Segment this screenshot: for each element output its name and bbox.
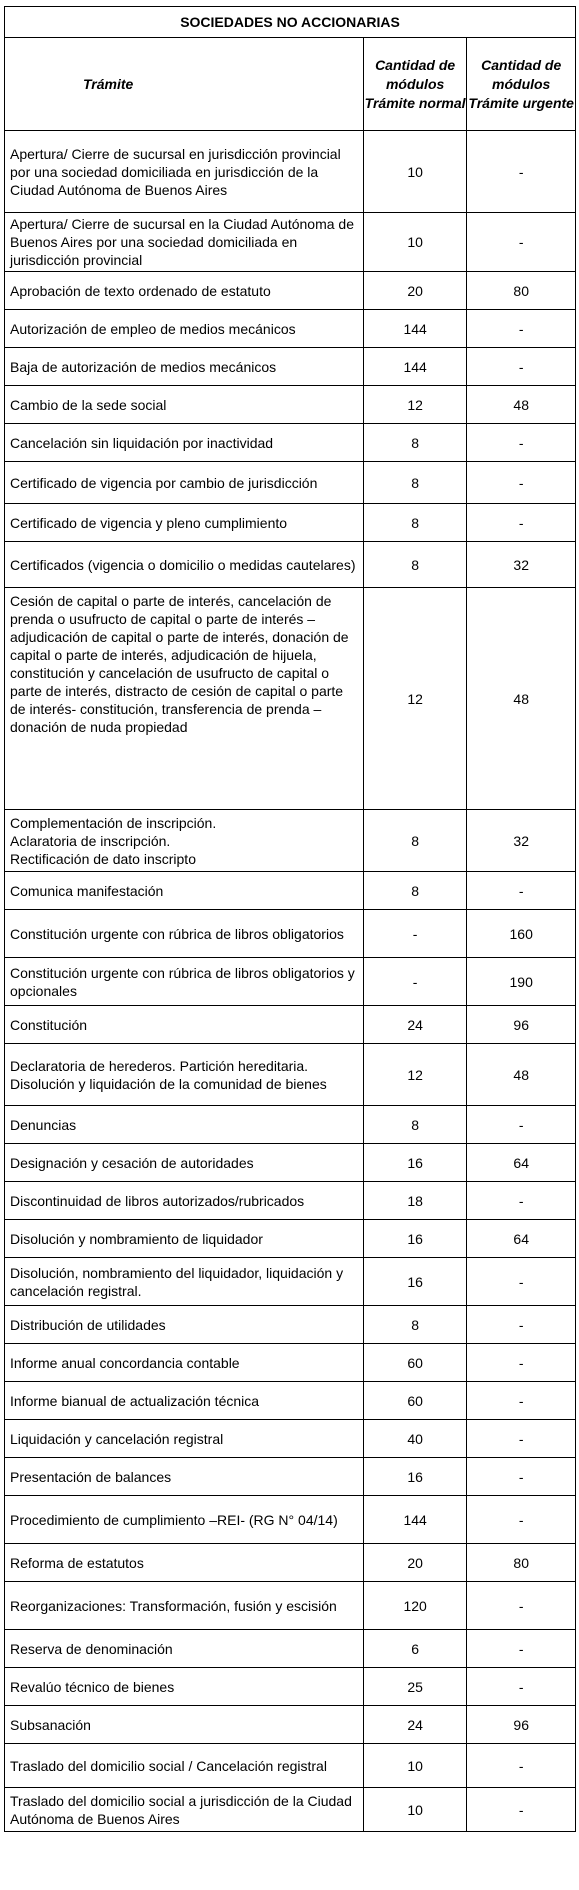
table-row <box>5 1668 576 1706</box>
table-row <box>5 1144 576 1182</box>
cell-tramite: Revalúo técnico de bienes <box>5 1668 364 1706</box>
table-row <box>5 1220 576 1258</box>
cell-normal: 10 <box>363 131 467 213</box>
cell-urgente: - <box>467 1458 576 1496</box>
cell-tramite: Traslado del domicilio social a jurisdicción de la Ciudad Autónoma de Buenos Aires <box>5 1788 364 1832</box>
cell-urgente: 160 <box>467 910 576 958</box>
table-row <box>5 1044 576 1106</box>
fees-table-container <box>4 6 576 1832</box>
table-row <box>5 588 576 810</box>
cell-urgente: - <box>467 1582 576 1630</box>
cell-urgente: - <box>467 1182 576 1220</box>
table-row <box>5 1344 576 1382</box>
cell-urgente: - <box>467 462 576 504</box>
cell-normal: 8 <box>363 504 467 542</box>
cell-tramite: Certificado de vigencia y pleno cumplimiento <box>5 504 364 542</box>
table-row <box>5 424 576 462</box>
cell-normal: - <box>363 910 467 958</box>
table-row <box>5 1496 576 1544</box>
cell-urgente: - <box>467 1496 576 1544</box>
cell-tramite: Traslado del domicilio social / Cancelación registral <box>5 1744 364 1788</box>
table-row <box>5 958 576 1006</box>
cell-normal: 120 <box>363 1582 467 1630</box>
table-row <box>5 1706 576 1744</box>
table-row <box>5 872 576 910</box>
table-row <box>5 310 576 348</box>
cell-normal: 10 <box>363 1788 467 1832</box>
fees-table <box>4 6 576 1832</box>
cell-urgente: 190 <box>467 958 576 1006</box>
cell-tramite: Disolución, nombramiento del liquidador, liquidación y cancelación registral. <box>5 1258 364 1306</box>
cell-tramite: Reforma de estatutos <box>5 1544 364 1582</box>
cell-tramite: Reorganizaciones: Transformación, fusión y escisión <box>5 1582 364 1630</box>
table-row <box>5 1420 576 1458</box>
table-row <box>5 1106 576 1144</box>
cell-normal: 16 <box>363 1220 467 1258</box>
cell-tramite: Apertura/ Cierre de sucursal en jurisdicción provincial por una sociedad domiciliada en jurisdicción de la Ciudad Autónoma de Buenos Aires <box>5 131 364 213</box>
cell-urgente: - <box>467 1344 576 1382</box>
cell-normal: 20 <box>363 1544 467 1582</box>
cell-normal: 16 <box>363 1258 467 1306</box>
cell-tramite: Autorización de empleo de medios mecánicos <box>5 310 364 348</box>
cell-normal: 8 <box>363 424 467 462</box>
header-normal: Cantidad de módulos Trámite normal <box>363 38 467 131</box>
header-urgente: Cantidad de módulos Trámite urgente <box>467 38 576 131</box>
cell-urgente: 32 <box>467 542 576 588</box>
table-row <box>5 1306 576 1344</box>
cell-normal: 16 <box>363 1458 467 1496</box>
cell-tramite: Cancelación sin liquidación por inactividad <box>5 424 364 462</box>
cell-urgente: 48 <box>467 588 576 810</box>
cell-urgente: - <box>467 1306 576 1344</box>
table-row <box>5 462 576 504</box>
cell-urgente: 96 <box>467 1006 576 1044</box>
table-row <box>5 386 576 424</box>
cell-urgente: - <box>467 1106 576 1144</box>
cell-urgente: - <box>467 1258 576 1306</box>
cell-normal: 24 <box>363 1006 467 1044</box>
table-title: SOCIEDADES NO ACCIONARIAS <box>5 7 576 38</box>
cell-normal: 12 <box>363 588 467 810</box>
table-row <box>5 213 576 272</box>
table-row <box>5 348 576 386</box>
cell-urgente: 32 <box>467 810 576 872</box>
table-row <box>5 1006 576 1044</box>
cell-tramite: Reserva de denominación <box>5 1630 364 1668</box>
table-row <box>5 131 576 213</box>
cell-normal: 18 <box>363 1182 467 1220</box>
header-tramite: Trámite <box>5 38 364 131</box>
cell-urgente: - <box>467 1668 576 1706</box>
cell-normal: 6 <box>363 1630 467 1668</box>
cell-tramite: Constitución urgente con rúbrica de libros obligatorios <box>5 910 364 958</box>
cell-normal: 8 <box>363 872 467 910</box>
cell-tramite: Certificados (vigencia o domicilio o medidas cautelares) <box>5 542 364 588</box>
cell-normal: 8 <box>363 810 467 872</box>
cell-urgente: 96 <box>467 1706 576 1744</box>
table-row <box>5 1382 576 1420</box>
cell-normal: 16 <box>363 1144 467 1182</box>
cell-normal: 144 <box>363 348 467 386</box>
cell-normal: 10 <box>363 213 467 272</box>
cell-normal: 60 <box>363 1344 467 1382</box>
cell-tramite: Procedimiento de cumplimiento –REI- (RG N° 04/14) <box>5 1496 364 1544</box>
cell-tramite: Cambio de la sede social <box>5 386 364 424</box>
table-row <box>5 1182 576 1220</box>
cell-tramite: Presentación de balances <box>5 1458 364 1496</box>
table-row <box>5 1544 576 1582</box>
cell-tramite: Disolución y nombramiento de liquidador <box>5 1220 364 1258</box>
cell-urgente: - <box>467 348 576 386</box>
cell-tramite: Informe anual concordancia contable <box>5 1344 364 1382</box>
table-row <box>5 910 576 958</box>
cell-tramite: Designación y cesación de autoridades <box>5 1144 364 1182</box>
cell-urgente: 64 <box>467 1220 576 1258</box>
table-row <box>5 1458 576 1496</box>
table-row <box>5 1582 576 1630</box>
cell-urgente: 80 <box>467 272 576 310</box>
cell-normal: 25 <box>363 1668 467 1706</box>
cell-tramite: Liquidación y cancelación registral <box>5 1420 364 1458</box>
cell-tramite: Baja de autorización de medios mecánicos <box>5 348 364 386</box>
cell-normal: 12 <box>363 386 467 424</box>
table-row <box>5 504 576 542</box>
cell-urgente: - <box>467 131 576 213</box>
cell-urgente: - <box>467 1382 576 1420</box>
cell-tramite: Declaratoria de herederos. Partición hereditaria. Disolución y liquidación de la comunidad de bienes <box>5 1044 364 1106</box>
cell-tramite: Apertura/ Cierre de sucursal en la Ciudad Autónoma de Buenos Aires por una sociedad domiciliada en jurisdicción provincial <box>5 213 364 272</box>
cell-normal: 144 <box>363 310 467 348</box>
cell-tramite: Constitución <box>5 1006 364 1044</box>
cell-urgente: 80 <box>467 1544 576 1582</box>
cell-tramite: Informe bianual de actualización técnica <box>5 1382 364 1420</box>
cell-urgente: - <box>467 310 576 348</box>
cell-tramite: Subsanación <box>5 1706 364 1744</box>
cell-urgente: 48 <box>467 386 576 424</box>
cell-tramite: Discontinuidad de libros autorizados/rubricados <box>5 1182 364 1220</box>
cell-urgente: - <box>467 504 576 542</box>
cell-normal: 144 <box>363 1496 467 1544</box>
cell-tramite: Certificado de vigencia por cambio de jurisdicción <box>5 462 364 504</box>
table-row <box>5 542 576 588</box>
cell-normal: 10 <box>363 1744 467 1788</box>
cell-normal: 24 <box>363 1706 467 1744</box>
cell-urgente: - <box>467 424 576 462</box>
table-row <box>5 272 576 310</box>
cell-tramite: Complementación de inscripción. Aclaratoria de inscripción. Rectificación de dato inscripto <box>5 810 364 872</box>
cell-urgente: - <box>467 1420 576 1458</box>
table-row <box>5 1788 576 1832</box>
cell-urgente: - <box>467 213 576 272</box>
cell-tramite: Distribución de utilidades <box>5 1306 364 1344</box>
cell-tramite: Denuncias <box>5 1106 364 1144</box>
table-body <box>5 131 576 1832</box>
cell-urgente: - <box>467 1630 576 1668</box>
cell-urgente: - <box>467 1788 576 1832</box>
cell-normal: 8 <box>363 1306 467 1344</box>
table-row <box>5 810 576 872</box>
table-row <box>5 1744 576 1788</box>
cell-normal: 20 <box>363 272 467 310</box>
cell-normal: 8 <box>363 1106 467 1144</box>
cell-normal: 8 <box>363 462 467 504</box>
table-row <box>5 1630 576 1668</box>
cell-normal: 40 <box>363 1420 467 1458</box>
cell-urgente: - <box>467 1744 576 1788</box>
cell-normal: - <box>363 958 467 1006</box>
cell-urgente: - <box>467 872 576 910</box>
cell-urgente: 64 <box>467 1144 576 1182</box>
cell-tramite: Aprobación de texto ordenado de estatuto <box>5 272 364 310</box>
cell-tramite: Constitución urgente con rúbrica de libros obligatorios y opcionales <box>5 958 364 1006</box>
table-row <box>5 1258 576 1306</box>
cell-urgente: 48 <box>467 1044 576 1106</box>
cell-normal: 8 <box>363 542 467 588</box>
cell-tramite: Comunica manifestación <box>5 872 364 910</box>
cell-normal: 12 <box>363 1044 467 1106</box>
cell-tramite: Cesión de capital o parte de interés, cancelación de prenda o usufructo de capital o parte de interés –adjudicación de capital o parte de interés, donación de capital o parte de interés, adjudicación de hijuela, constitución y cancelación de usufructo de capital o parte de interés, distracto de cesión de capital o parte de interés- constitución, transferencia de prenda –donación de nuda propiedad <box>5 588 364 810</box>
cell-normal: 60 <box>363 1382 467 1420</box>
